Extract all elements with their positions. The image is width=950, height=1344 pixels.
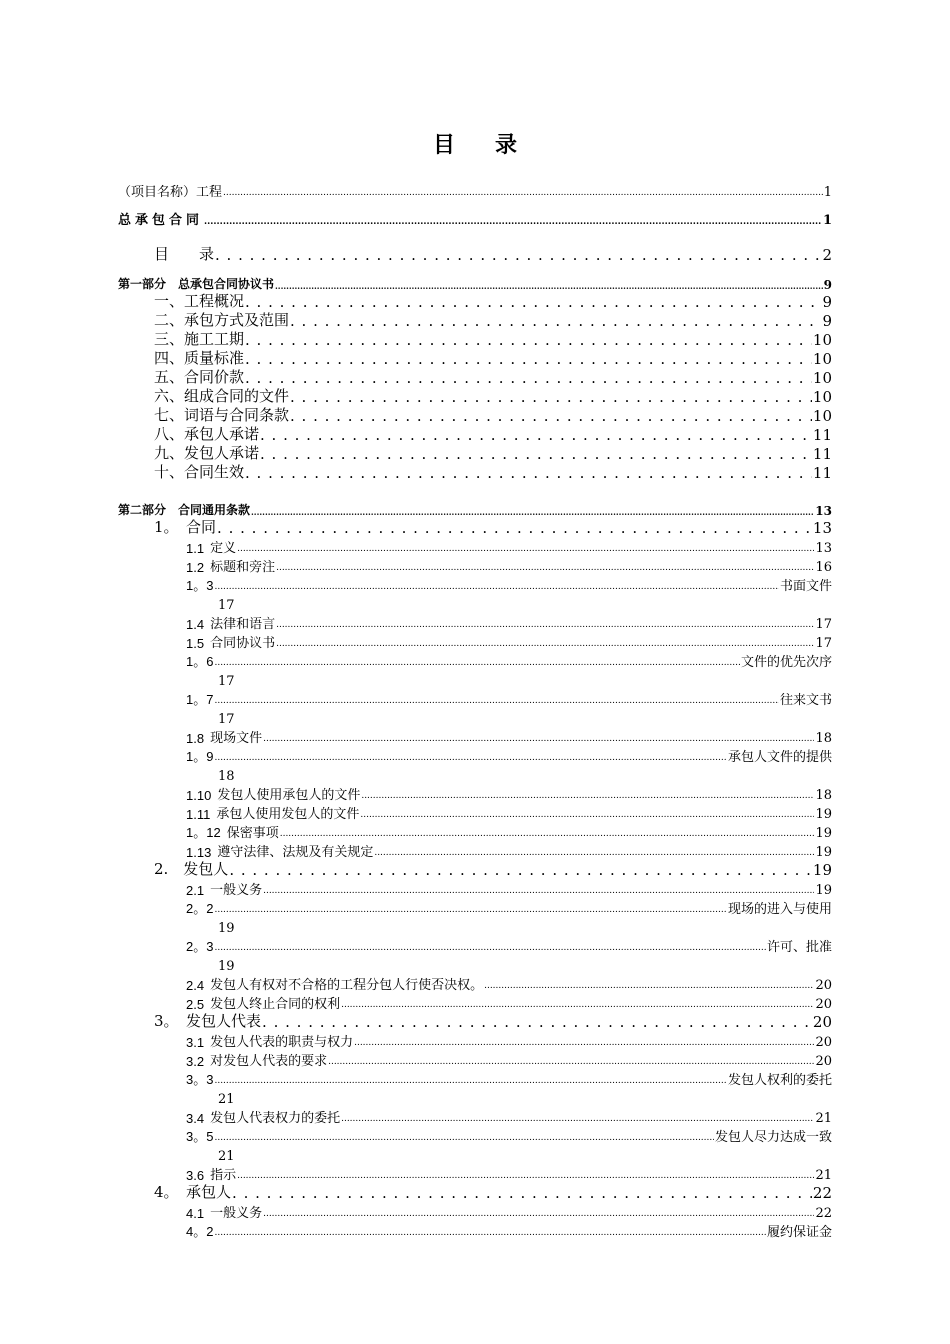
toc-entry-page-wrapped — [118, 955, 832, 974]
toc-entry-page: 19 — [815, 826, 832, 841]
dot-leader — [214, 657, 740, 670]
toc-entry-sec3[interactable] — [118, 1012, 832, 1031]
toc-entry-page: 9 — [823, 278, 832, 292]
toc-entry-number: 2.4 — [186, 978, 205, 993]
toc-entry-page: 18 — [218, 769, 235, 784]
dot-leader — [360, 809, 814, 822]
toc-entry-sub[interactable] — [118, 689, 832, 708]
toc-entry-sub[interactable] — [118, 898, 832, 917]
toc-entry-page: 20 — [815, 997, 832, 1012]
toc-entry-label: 合同协议书 — [210, 636, 276, 651]
dot-leader — [214, 752, 727, 765]
toc-entry-label: 二、承包方式及范围 — [154, 311, 290, 329]
toc-entry-sec4[interactable] — [118, 1183, 832, 1202]
dot-leader — [280, 828, 815, 841]
toc-entry-label: 目 录 — [154, 245, 215, 263]
dot-leader — [214, 581, 779, 594]
toc-entry-page-wrapped — [118, 708, 832, 727]
toc-entry-page: 11 — [812, 464, 832, 482]
toc-entry-page: 17 — [815, 636, 832, 651]
toc-entry-number: 4.1 — [186, 1206, 205, 1221]
dot-leader — [245, 350, 812, 368]
toc-entry-page: 13 — [815, 504, 832, 518]
toc-entry-sub[interactable] — [118, 879, 832, 898]
toc-entry-part1-item[interactable] — [118, 463, 832, 482]
toc-entry-number: 3.6 — [186, 1168, 205, 1183]
toc-entry-page: 17 — [218, 712, 235, 727]
toc-entry-page: 17 — [218, 598, 235, 613]
dot-leader — [290, 407, 812, 425]
toc-entry-label: 发包人代表权力的委托 — [210, 1111, 341, 1126]
toc-entry-number: 1。9 — [186, 749, 214, 764]
toc-entry-page: 10 — [812, 388, 832, 406]
toc-entry-page: 20 — [812, 1013, 832, 1031]
toc-entry-label: 2. 发包人 — [154, 860, 229, 878]
toc-entry-label: 发包人权利的委托 — [727, 1073, 832, 1088]
toc-entry-number: 1.5 — [186, 636, 205, 651]
toc-entry-sub[interactable] — [118, 632, 832, 651]
toc-entry-page: 20 — [815, 1035, 832, 1050]
dot-leader — [214, 1132, 714, 1145]
toc-entry-page: 19 — [815, 807, 832, 822]
toc-entry-label: 发包人使用承包人的文件 — [217, 788, 361, 803]
toc-entry-number: 3.2 — [186, 1054, 205, 1069]
toc-entry-label: 现场文件 — [210, 731, 263, 746]
toc-entry-sub[interactable] — [118, 575, 832, 594]
toc-entry-page: 13 — [812, 519, 832, 537]
toc-entry-page: 18 — [815, 731, 832, 746]
dot-leader — [374, 847, 814, 860]
dot-leader — [484, 980, 814, 993]
toc-entry-label: 3。 发包人代表 — [154, 1012, 262, 1030]
toc-entry-label: 保密事项 — [226, 826, 279, 841]
toc-entry-number: 1.4 — [186, 617, 205, 632]
toc-entry-label: 发包人终止合同的权利 — [210, 997, 341, 1012]
toc-entry-page: 19 — [815, 883, 832, 898]
toc-entry-page: 21 — [218, 1149, 235, 1164]
dot-leader — [245, 464, 812, 482]
toc-entry-page: 19 — [812, 861, 832, 879]
dot-leader — [214, 1075, 727, 1088]
toc-entry-label: 六、组成合同的文件 — [154, 387, 290, 405]
toc-entry-number: 1。12 — [186, 825, 221, 840]
dot-leader — [204, 216, 822, 228]
toc-entry-page: 19 — [218, 921, 235, 936]
toc-entry-part2[interactable] — [118, 490, 832, 518]
toc-entry-label: 九、发包人承诺 — [154, 444, 260, 462]
dot-leader — [263, 1208, 814, 1221]
toc-entry-label: 标题和旁注 — [210, 560, 276, 575]
toc-entry-number: 3。5 — [186, 1129, 214, 1144]
title-char-left: 目 — [432, 132, 455, 158]
toc-entry-page-wrapped — [118, 1088, 832, 1107]
toc-entry-label: 四、质量标准 — [154, 349, 245, 367]
dot-leader — [260, 426, 812, 444]
toc-entry-sub[interactable] — [118, 727, 832, 746]
toc-entry-number: 1。6 — [186, 654, 214, 669]
dot-leader — [214, 1227, 766, 1240]
toc-entry-sub[interactable] — [118, 936, 832, 955]
dot-leader — [262, 1013, 812, 1031]
toc-entry-label: 许可、批准 — [766, 940, 832, 955]
toc-entry-page: 10 — [812, 350, 832, 368]
dot-leader — [263, 733, 814, 746]
toc-entry-label: 对发包人代表的要求 — [210, 1054, 328, 1069]
dot-leader — [237, 543, 814, 556]
dot-leader — [276, 638, 814, 651]
toc-entry-label: 法律和语言 — [210, 617, 276, 632]
dot-leader — [275, 280, 823, 292]
toc-entry-sub[interactable] — [118, 974, 832, 993]
toc-entry-sub[interactable] — [118, 1221, 832, 1240]
toc-entry-label: 总承包合同 — [118, 213, 204, 228]
toc-entry-page: 1 — [822, 213, 832, 228]
toc-entry-number: 2.1 — [186, 883, 205, 898]
toc-entry-page: 10 — [812, 369, 832, 387]
toc-entry-number: 3.4 — [186, 1111, 205, 1126]
toc-entry-page: 10 — [812, 407, 832, 425]
toc-entry-page: 2 — [822, 246, 832, 264]
dot-leader — [215, 246, 821, 264]
dot-leader — [290, 388, 812, 406]
toc-entry-number: 3.1 — [186, 1035, 205, 1050]
dot-leader — [232, 1184, 812, 1202]
toc-entry-sub[interactable] — [118, 1107, 832, 1126]
toc-entry-label: 承包人文件的提供 — [727, 750, 832, 765]
dot-leader — [341, 1113, 814, 1126]
toc-entry-page-wrapped — [118, 670, 832, 689]
toc-entry-label: 第一部分 总承包合同协议书 — [118, 277, 275, 291]
toc-entry-number: 1.8 — [186, 731, 205, 746]
dot-leader — [214, 942, 766, 955]
dot-leader — [217, 519, 812, 537]
toc-entry-page: 9 — [822, 293, 832, 311]
toc-entry-label: 履约保证金 — [766, 1225, 832, 1240]
toc-entry-contract[interactable] — [118, 200, 832, 228]
toc-entry-label: 十、合同生效 — [154, 463, 245, 481]
toc-entry-page: 13 — [815, 541, 832, 556]
toc-entry-sub[interactable] — [118, 746, 832, 765]
toc-entry-number: 1.11 — [186, 807, 211, 822]
toc-entry-sub[interactable] — [118, 1031, 832, 1050]
toc-entry-sub[interactable] — [118, 556, 832, 575]
toc-entry-page: 17 — [218, 674, 235, 689]
dot-leader — [290, 312, 821, 330]
toc-entry-label: 书面文件 — [779, 579, 832, 594]
toc-entry-page: 10 — [812, 331, 832, 349]
toc-entry-page: 19 — [218, 959, 235, 974]
toc-entry-number: 1.10 — [186, 788, 212, 803]
toc-entry-label: 发包人代表的职责与权力 — [210, 1035, 354, 1050]
toc-entry-number: 3。3 — [186, 1072, 214, 1087]
toc-entry-label: 发包人有权对不合格的工程分包人行使否决权。 — [210, 978, 484, 993]
toc-entry-page-wrapped — [118, 1145, 832, 1164]
toc-entry-sub[interactable] — [118, 651, 832, 670]
toc-entry-number: 2。2 — [186, 901, 214, 916]
toc-entry-label: 4。 承包人 — [154, 1183, 232, 1201]
toc-entry-label: 发包人尽力达成一致 — [714, 1130, 832, 1145]
toc-entry-label: 一般义务 — [210, 1206, 263, 1221]
dot-leader — [229, 861, 812, 879]
toc-entry-label: 一、工程概况 — [154, 292, 245, 310]
toc-entry-page: 16 — [815, 560, 832, 575]
toc-entry-project[interactable] — [118, 180, 832, 200]
dot-leader — [223, 186, 823, 200]
toc-entry-number: 1。7 — [186, 692, 214, 707]
toc-entry-label: 一般义务 — [210, 883, 263, 898]
toc-entry-page: 21 — [815, 1168, 832, 1183]
toc-entry-label: 文件的优先次序 — [740, 655, 832, 670]
toc-entry-number: 1。3 — [186, 578, 214, 593]
toc-entry-sub[interactable] — [118, 822, 832, 841]
toc-entry-label: 遵守法律、法规及有关规定 — [217, 845, 374, 860]
toc-entry-page: 19 — [815, 845, 832, 860]
toc-entry-page: 11 — [812, 445, 832, 463]
dot-leader — [361, 790, 814, 803]
table-of-contents — [118, 180, 832, 1240]
toc-entry-number: 1.1 — [186, 541, 205, 556]
toc-entry-number: 1.2 — [186, 560, 205, 575]
toc-entry-label: 定义 — [210, 541, 237, 556]
toc-entry-page: 17 — [815, 617, 832, 632]
toc-entry-number: 4。2 — [186, 1224, 214, 1239]
toc-entry-sub[interactable] — [118, 784, 832, 803]
page-title — [0, 128, 950, 159]
toc-entry-sub[interactable] — [118, 1050, 832, 1069]
dot-leader — [341, 999, 814, 1012]
toc-entry-page-wrapped — [118, 594, 832, 613]
toc-entry-label: 指示 — [210, 1168, 237, 1183]
dot-leader — [328, 1056, 814, 1069]
dot-leader — [276, 619, 814, 632]
toc-entry-page: 21 — [815, 1111, 832, 1126]
toc-entry-page: 18 — [815, 788, 832, 803]
toc-entry-label: （项目名称）工程 — [118, 185, 223, 200]
toc-entry-part1[interactable] — [118, 264, 832, 292]
toc-entry-mulu[interactable] — [118, 228, 832, 264]
dot-leader — [260, 445, 812, 463]
toc-entry-page: 22 — [815, 1206, 832, 1221]
dot-leader — [263, 885, 814, 898]
toc-entry-page: 9 — [822, 312, 832, 330]
toc-entry-page: 1 — [823, 185, 832, 200]
toc-entry-label: 现场的进入与使用 — [727, 902, 832, 917]
toc-entry-label: 八、承包人承诺 — [154, 425, 260, 443]
toc-entry-page: 22 — [812, 1184, 832, 1202]
toc-entry-sub[interactable] — [118, 1202, 832, 1221]
toc-entry-page-wrapped — [118, 765, 832, 784]
toc-entry-sec2[interactable] — [118, 860, 832, 879]
toc-entry-sub[interactable] — [118, 1126, 832, 1145]
toc-entry-page: 20 — [815, 978, 832, 993]
toc-entry-sub[interactable] — [118, 613, 832, 632]
toc-entry-page: 11 — [812, 426, 832, 444]
toc-entry-number: 1.13 — [186, 845, 212, 860]
title-char-right: 录 — [495, 132, 518, 158]
dot-leader — [245, 331, 812, 349]
dot-leader — [245, 293, 821, 311]
dot-leader — [276, 562, 814, 575]
toc-entry-page-wrapped — [118, 917, 832, 936]
toc-entry-sub[interactable] — [118, 1069, 832, 1088]
toc-entry-label: 往来文书 — [779, 693, 832, 708]
dot-leader — [237, 1170, 814, 1183]
toc-entry-sec1[interactable] — [118, 518, 832, 537]
toc-entry-sub[interactable] — [118, 803, 832, 822]
toc-entry-label: 承包人使用发包人的文件 — [216, 807, 360, 822]
dot-leader — [354, 1037, 814, 1050]
dot-leader — [245, 369, 812, 387]
toc-entry-label: 七、词语与合同条款 — [154, 406, 290, 424]
toc-entry-label: 1。 合同 — [154, 518, 217, 536]
toc-entry-label: 三、施工工期 — [154, 330, 245, 348]
toc-entry-sub[interactable] — [118, 537, 832, 556]
toc-entry-page: 21 — [218, 1092, 235, 1107]
toc-entry-number: 2。3 — [186, 939, 214, 954]
dot-leader — [251, 506, 814, 518]
dot-leader — [214, 904, 727, 917]
toc-entry-label: 五、合同价款 — [154, 368, 245, 386]
toc-entry-page: 20 — [815, 1054, 832, 1069]
toc-entry-label: 第二部分 合同通用条款 — [118, 503, 251, 517]
toc-entry-number: 2.5 — [186, 997, 205, 1012]
dot-leader — [214, 695, 779, 708]
